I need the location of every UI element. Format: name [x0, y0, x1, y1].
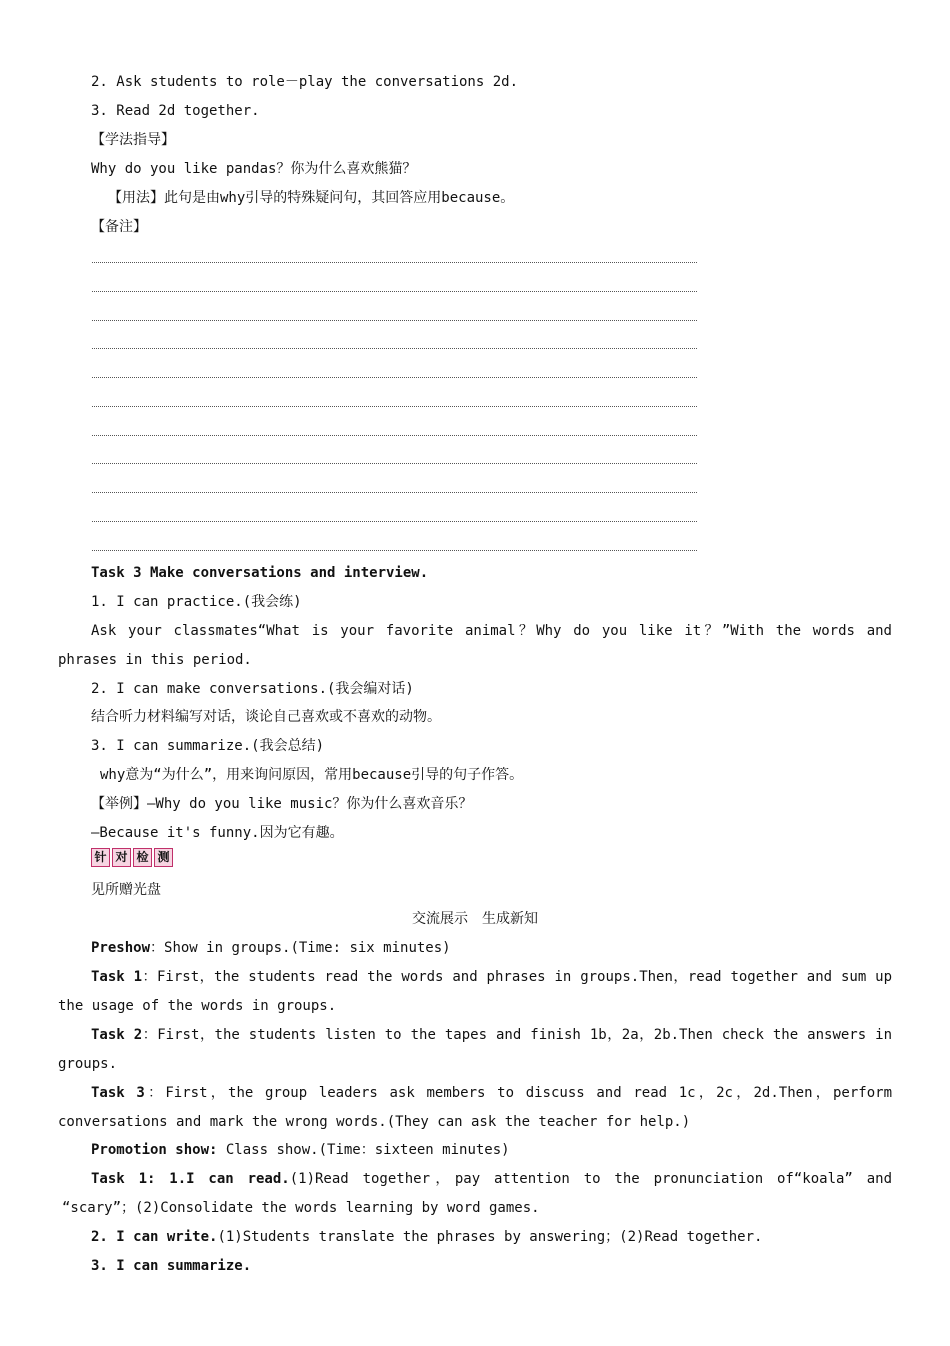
example-answer: —Because it's funny.因为它有趣。 [91, 825, 344, 841]
task3-heading: Task 3 Make conversations and interview. [91, 565, 429, 581]
preshow-task1-cont: the usage of the words in groups. [58, 998, 337, 1014]
preshow-task3-label: Task 3 [91, 1085, 145, 1101]
preshow-task2-text: ：First，the students listen to the tapes and finish 1b，2a，2b.Then check the answers in [142, 1027, 892, 1043]
note-line [92, 492, 697, 493]
task3-item-2-text: 结合听力材料编写对话，谈论自己喜欢或不喜欢的动物。 [91, 709, 441, 725]
task3-item-3-text: why意为“为什么”，用来询问原因，常用because引导的句子作答。 [100, 767, 524, 783]
promotion-task1-cont: “scary”；(2)Consolidate the words learning by word games. [62, 1200, 540, 1216]
preshow-task1-text: ：First，the students read the words and phrases in groups.Then，read together and sum up [142, 969, 892, 985]
task3-item-2: 2. I can make conversations.(我会编对话) [91, 681, 414, 697]
guide-question: Why do you like pandas？你为什么喜欢熊猫？ [91, 161, 417, 177]
guide-heading: 【学法指导】 [91, 132, 175, 148]
promotion-task1-text: (1)Read together，pay attention to the pronunciation of“koala” and [289, 1171, 892, 1187]
badge-char: 针 [91, 848, 110, 867]
task3-item-1-text-cont: phrases in this period. [58, 652, 252, 668]
note-line [92, 348, 697, 349]
preshow-task3 [58, 1083, 892, 1103]
preshow-task1-label: Task 1 [91, 969, 143, 985]
promotion-text: Class show.(Time：sixteen minutes) [217, 1142, 510, 1158]
section-title: 交流展示 生成新知 [412, 911, 538, 927]
step-3: 3. Read 2d together. [91, 103, 260, 119]
preshow-task2 [58, 1025, 892, 1045]
promotion-line [91, 1140, 510, 1160]
note-line [92, 291, 697, 292]
preshow-label: Preshow [91, 940, 151, 956]
note-line [92, 550, 697, 551]
preshow-text: ：Show in groups.(Time: six minutes) [150, 940, 451, 956]
promotion-item2 [91, 1227, 762, 1247]
note-line [92, 435, 697, 436]
task3-item-3: 3. I can summarize.(我会总结) [91, 738, 325, 754]
badge-char: 对 [112, 848, 131, 867]
promotion-item2-label: 2. I can write. [91, 1229, 218, 1245]
preshow-task3-cont: conversations and mark the wrong words.(They can ask the teacher for help.) [58, 1114, 691, 1130]
note-line [92, 463, 697, 464]
preshow-task2-label: Task 2 [91, 1027, 143, 1043]
promotion-item3: 3. I can summarize. [91, 1258, 252, 1274]
step-2: 2. Ask students to role－play the conversations 2d. [91, 74, 519, 90]
promotion-task1 [58, 1169, 892, 1189]
note-line [92, 377, 697, 378]
preshow-task2-cont: groups. [58, 1056, 118, 1072]
badge-char: 检 [133, 848, 152, 867]
note-line [92, 406, 697, 407]
note-line [92, 320, 697, 321]
note-line [92, 262, 697, 263]
preshow-task3-text: ：First，the group leaders ask members to discuss and read 1c，2c，2d.Then，perform [144, 1085, 893, 1101]
badge-char: 测 [154, 848, 173, 867]
cd-note: 见所赠光盘 [91, 882, 161, 898]
note-line [92, 521, 697, 522]
notes-heading: 【备注】 [91, 219, 147, 235]
preshow-line [91, 938, 451, 958]
promotion-label: Promotion show: [91, 1142, 218, 1158]
promotion-task1-label: Task 1: 1.I can read. [91, 1171, 290, 1187]
promotion-item2-text: (1)Students translate the phrases by answering；(2)Read together. [217, 1229, 763, 1245]
example-question: 【举例】—Why do you like music？你为什么喜欢音乐？ [91, 796, 473, 812]
preshow-task1 [58, 967, 892, 987]
task3-item-1: 1. I can practice.(我会练) [91, 594, 302, 610]
task3-item-1-text: Ask your classmates“What is your favorite animal？Why do you like it？”With the words and [91, 623, 892, 639]
usage-note: 【用法】此句是由why引导的特殊疑问句，其回答应用because。 [108, 190, 515, 206]
targeted-test-badge [91, 848, 175, 868]
